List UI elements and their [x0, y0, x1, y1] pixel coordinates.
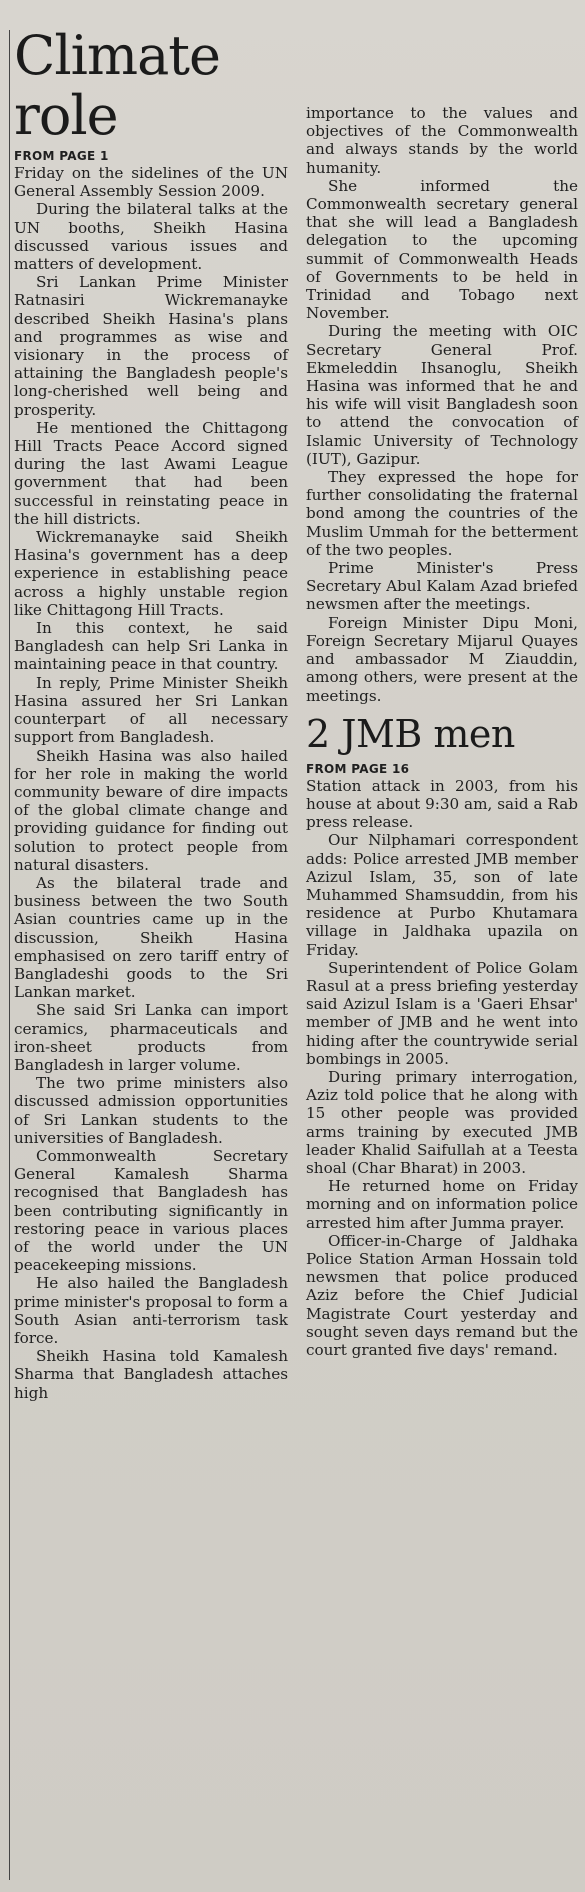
- paragraph: Sheikh Hasina told Kamalesh Sharma that Bangladesh attaches high: [14, 1347, 288, 1402]
- paragraph: Station attack in 2003, from his house at about 9:30 am, said a Rab press release.: [306, 776, 578, 832]
- paragraph: He also hailed the Bangladesh prime minister's proposal to form a South Asian anti-terrorism task force.: [14, 1274, 288, 1347]
- kicker-from-page-1: FROM PAGE 1: [14, 149, 109, 163]
- paragraph: Superintendent of Police Golam Rasul at a press briefing yesterday said Azizul Islam is a 'Gaeri Ehsar' member of JMB and he went into hiding after the countrywide serial bombings in 2005.: [306, 958, 578, 1068]
- paragraph: Sri Lankan Prime Minister Ratnasiri Wickremanayke described Sheikh Hasina's plans and programmes as wise and visionary in the process of attaining the Bangladesh people's long-cherished well being and prosperity.: [14, 273, 288, 419]
- kicker-from-page-16: FROM PAGE 16: [306, 761, 410, 776]
- paragraph: Sheikh Hasina was also hailed for her role in making the world community beware of dire impacts of the global climate change and providing guidance for finding out solution to protect people from natural disasters.: [14, 746, 288, 874]
- paragraph: Friday on the sidelines of the UN General Assembly Session 2009.: [14, 164, 288, 201]
- paragraph: During the meeting with OIC Secretary General Prof. Ekmeleddin Ihsanoglu, Sheikh Hasina was informed that he and his wife will visit Bangladesh soon to attend the convocation of Islamic University of Technology (IUT), Gazipur.: [306, 322, 578, 468]
- paragraph: She informed the Commonwealth secretary general that she will lead a Bangladesh delegation to the upcoming summit of Commonwealth Heads of Governments to be held in Trinidad and Tobago next November.: [306, 176, 578, 323]
- paragraph: Commonwealth Secretary General Kamalesh Sharma recognised that Bangladesh has been contributing significantly in restoring peace in various places of the world under the UN peacekeeping missions.: [14, 1146, 288, 1275]
- paragraph: Our Nilphamari correspondent adds: Police arrested JMB member Azizul Islam, 35, son of late Muhammed Shamsuddin, from his residence at Purbo Khutamara village in Jaldhaka upazila on Friday.: [306, 831, 578, 959]
- headline-2-jmb-men: 2 JMB men: [306, 711, 515, 756]
- paragraph: Officer-in-Charge of Jaldhaka Police Station Arman Hossain told newsmen that police produced Aziz before the Chief Judicial Magistrate Court yesterday and sought seven days remand but the court granted five days' remand.: [306, 1231, 578, 1359]
- headline-climate-role: Climate role: [14, 24, 220, 147]
- paragraph: In reply, Prime Minister Sheikh Hasina assured her Sri Lankan counterpart of all necessary support from Bangladesh.: [14, 673, 288, 747]
- column-rule: [9, 30, 10, 1880]
- paragraph: importance to the values and objectives of the Commonwealth and always stands by the world humanity.: [306, 104, 578, 177]
- paragraph: Foreign Minister Dipu Moni, Foreign Secretary Mijarul Quayes and ambassador M Ziauddin, among others, were present at the meetings.: [306, 613, 578, 705]
- left-column: [14, 0, 288, 1402]
- paragraph: As the bilateral trade and business between the two South Asian countries came up in the discussion, Sheikh Hasina emphasised on zero tariff entry of Bangladeshi goods to the Sri Lankan market.: [14, 873, 288, 1002]
- paragraph: During the bilateral talks at the UN booths, Sheikh Hasina discussed various issues and matters of development.: [14, 200, 288, 274]
- right-column: [306, 104, 578, 1359]
- paragraph: He mentioned the Chittagong Hill Tracts Peace Accord signed during the last Awami League government that had been successful in reinstating peace in the hill districts.: [14, 418, 288, 528]
- paragraph: He returned home on Friday morning and on information police arrested him after Jumma prayer.: [306, 1177, 578, 1232]
- paragraph: In this context, he said Bangladesh can help Sri Lanka in maintaining peace in that country.: [14, 619, 288, 674]
- paragraph: Wickremanayke said Sheikh Hasina's government has a deep experience in establishing peace across a highly unstable region like Chittagong Hill Tracts.: [14, 528, 288, 619]
- paragraph: They expressed the hope for further consolidating the fraternal bond among the countries of the Muslim Ummah for the betterment of the two peoples.: [306, 468, 578, 559]
- paragraph: During primary interrogation, Aziz told police that he along with 15 other people was provided arms training by executed JMB leader Khalid Saifullah at a Teesta shoal (Char Bharat) in 2003.: [306, 1067, 578, 1177]
- paragraph: She said Sri Lanka can import ceramics, pharmaceuticals and iron-sheet products from Bangladesh in larger volume.: [14, 1001, 288, 1074]
- paragraph: Prime Minister's Press Secretary Abul Kalam Azad briefed newsmen after the meetings.: [306, 559, 578, 614]
- paragraph: The two prime ministers also discussed admission opportunities of Sri Lankan students to the universities of Bangladesh.: [14, 1074, 288, 1147]
